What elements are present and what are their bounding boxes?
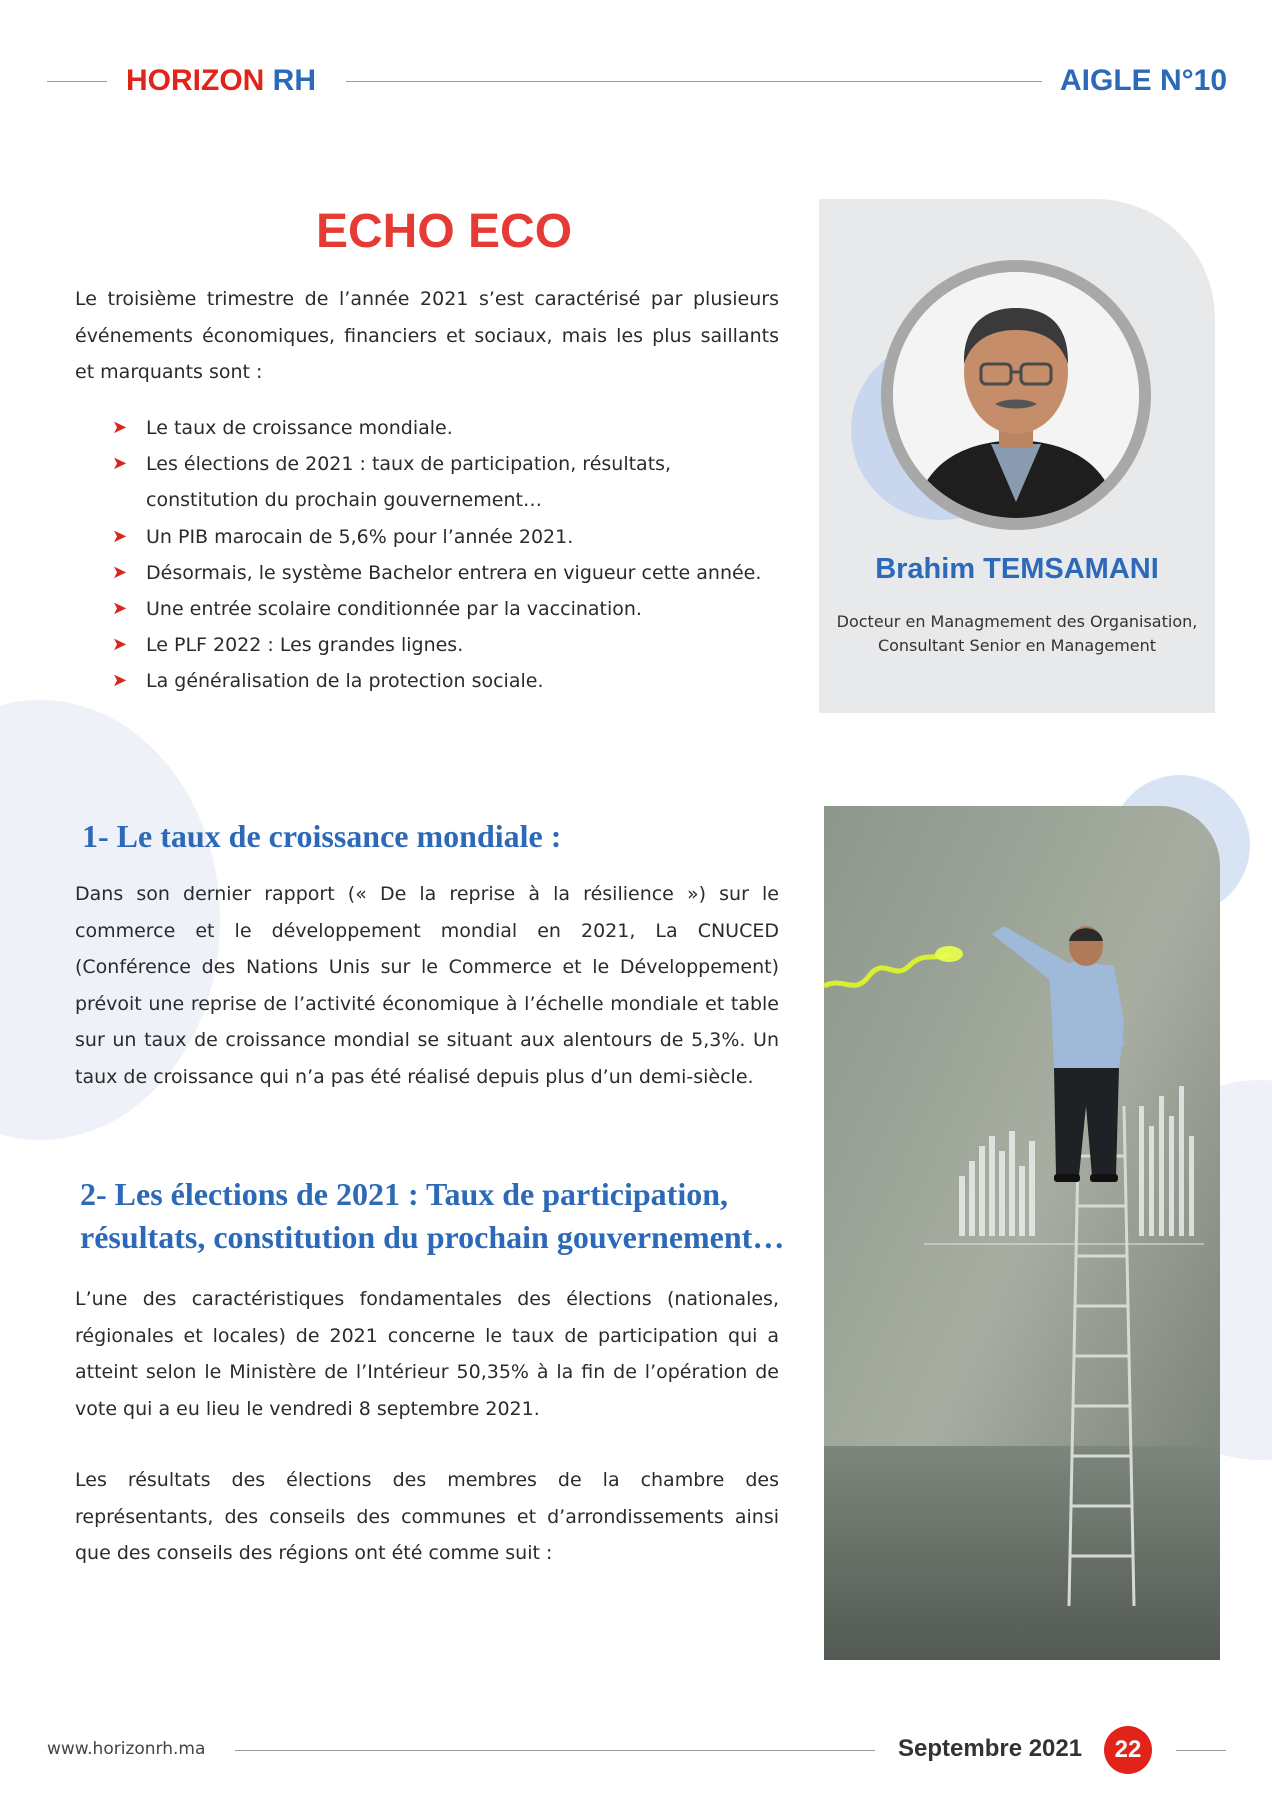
- page-number: 22: [1104, 1726, 1152, 1774]
- section-paragraph: Les résultats des élections des membres de la chambre des représentants, des conseils des communes et d’arrondissements ainsi que des conseils des régions ont été comme suit :: [75, 1469, 779, 1564]
- section-heading: 1- Le taux de croissance mondiale :: [82, 818, 562, 854]
- man-on-ladder-illustration: [824, 806, 1220, 1660]
- arrow-icon: ➤: [112, 417, 128, 438]
- page-title: ECHO ECO: [316, 205, 573, 258]
- footer-rule: [1176, 1750, 1226, 1751]
- list-item: ➤ La généralisation de la protection sociale.: [108, 663, 788, 699]
- arrow-icon: ➤: [112, 561, 128, 583]
- list-item: ➤ Une entrée scolaire conditionnée par la vaccination.: [108, 591, 788, 627]
- issue-number: AIGLE N°10: [1060, 64, 1228, 97]
- arrow-icon: ➤: [112, 670, 128, 692]
- header-rule: [47, 81, 107, 82]
- arrow-icon: ➤: [112, 453, 128, 475]
- author-photo: [893, 272, 1139, 518]
- section-paragraph: L’une des caractéristiques fondamentales des élections (nationales, régionales et locales) de 2021 concerne le taux de participation qui a atteint selon le Ministère de l’Intérieur 50,35% à la fin de l’opération de vote qui a eu lieu le vendredi 8 septembre 2021.: [75, 1288, 779, 1420]
- list-item: ➤ Un PIB marocain de 5,6% pour l’année 2021.: [108, 519, 788, 555]
- section-heading: 2- Les élections de 2021 : Taux de participation, résultats, constitution du prochain gouvernement…: [80, 1176, 785, 1255]
- highlights-list: [108, 410, 788, 700]
- author-role: Docteur en Managmement des Organisation, Consultant Senior en Management: [836, 612, 1198, 655]
- issue-date: Septembre 2021: [898, 1735, 1083, 1762]
- illustration-image: [824, 806, 1220, 1660]
- list-item: ➤ Le taux de croissance mondiale.: [108, 410, 788, 446]
- intro-paragraph: Le troisième trimestre de l’année 2021 s’est caractérisé par plusieurs événements économiques, financiers et sociaux, mais les plus saillants et marquants sont :: [75, 288, 779, 383]
- author-portrait-icon: [893, 272, 1139, 518]
- website-url: www.horizonrh.ma: [47, 1739, 206, 1759]
- list-item: ➤ Les élections de 2021 : taux de participation, résultats, constitution du prochain gouvernement…: [108, 446, 788, 518]
- brand-logo: HORIZON RH: [126, 64, 317, 97]
- header-rule: [346, 81, 1042, 82]
- arrow-icon: ➤: [112, 634, 128, 656]
- list-item: ➤ Désormais, le système Bachelor entrera en vigueur cette année.: [108, 555, 788, 591]
- section-paragraph: Dans son dernier rapport (« De la reprise à la résilience ») sur le commerce et le développement mondial en 2021, La CNUCED (Conférence des Nations Unis sur le Commerce et le Développement) prévoit une reprise de l’activité économique à l’échelle mondiale et table sur un taux de croissance mondial se situant aux alentours de 5,3%. Un taux de croissance qui n’a pas été réalisé depuis plus d’un demi-siècle.: [75, 883, 779, 1088]
- arrow-icon: ➤: [112, 525, 128, 547]
- list-item: ➤ Le PLF 2022 : Les grandes lignes.: [108, 627, 788, 663]
- footer-rule: [235, 1750, 875, 1751]
- arrow-icon: ➤: [112, 598, 128, 620]
- author-name: Brahim TEMSAMANI: [875, 553, 1159, 585]
